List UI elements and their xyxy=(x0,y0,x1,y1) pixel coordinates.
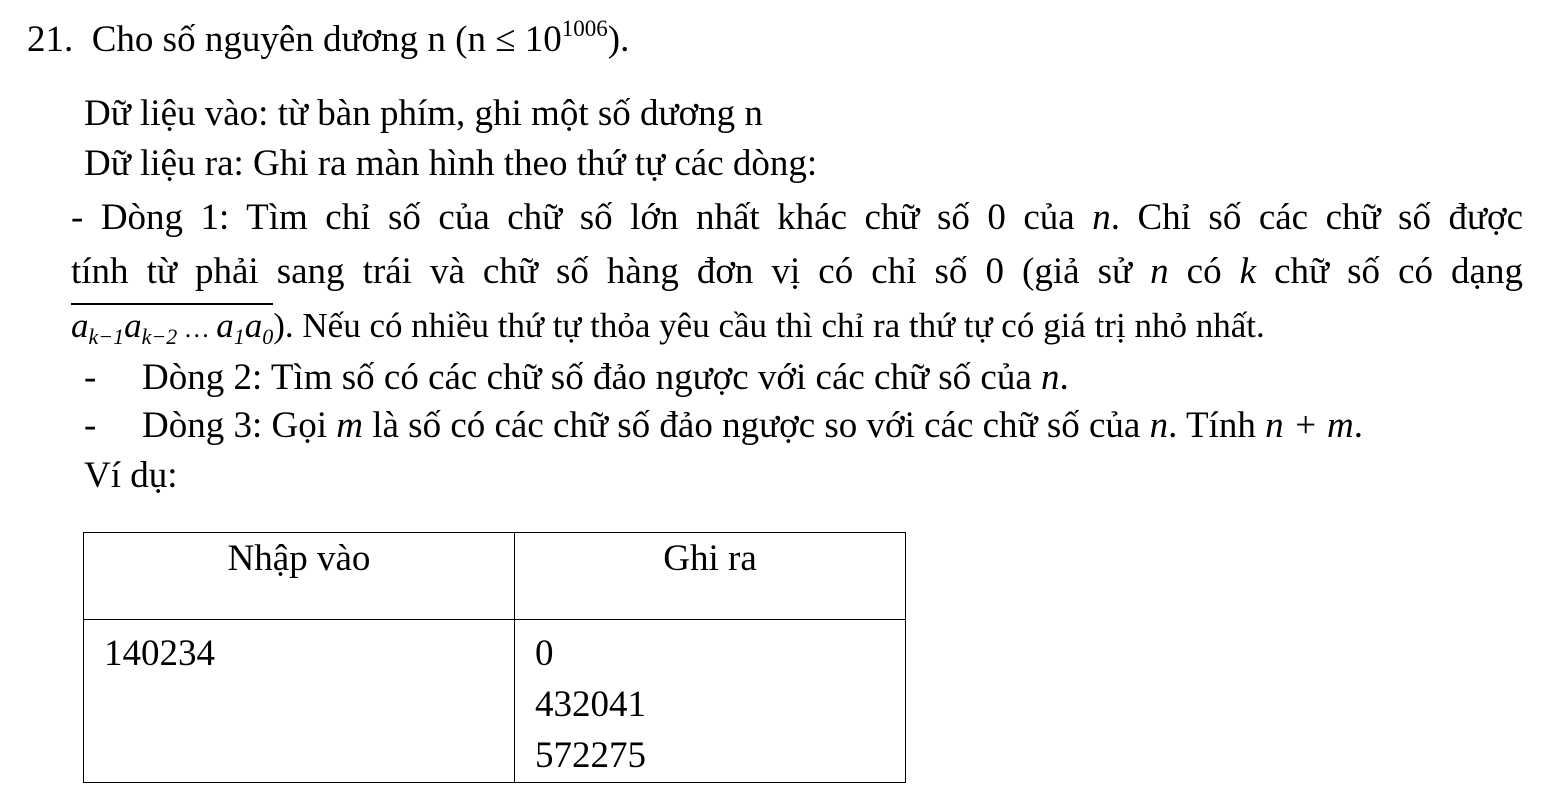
line2-text: - Dòng 2: Tìm số có các chữ số đảo ngược với các chữ số của n. xyxy=(84,357,1069,398)
output-cell xyxy=(515,620,906,783)
line3-text: - Dòng 3: Gọi m là số có các chữ số đảo ngược so với các chữ số của n. Tính n + m. xyxy=(84,405,1364,446)
example-table xyxy=(83,532,906,783)
output-description: Dữ liệu ra: Ghi ra màn hình theo thứ tự các dòng: xyxy=(84,143,818,184)
example-label: Ví dụ: xyxy=(84,455,178,496)
line1-text-a: - Dòng 1: Tìm chỉ số của chữ số lớn nhất khác chữ số 0 của n. Chỉ số các chữ số được xyxy=(71,197,1523,238)
output-line-2: 432041 xyxy=(535,684,646,725)
header-input: Nhập vào xyxy=(84,533,515,620)
input-cell: 140234 xyxy=(84,620,515,783)
output-line-3: 572275 xyxy=(535,735,646,776)
line1-text-b: tính từ phải sang trái và chữ số hàng đơn vị có chỉ số 0 (giả sử n có k chữ số có dạng xyxy=(71,251,1523,292)
input-description: Dữ liệu vào: từ bàn phím, ghi một số dương n xyxy=(84,93,763,134)
line1-text-c: $a_{k-1}a_{k-2}$ … $a_1a_0$). Nếu có nhiều thứ tự thỏa yêu cầu thì chỉ ra thứ tự có giá trị nhỏ nhất. xyxy=(71,304,1265,351)
problem-intro: Cho số nguyên dương n (n ≤ 10 xyxy=(91,19,562,60)
exponent: 1006 xyxy=(561,16,608,41)
problem-heading: 21. Cho số nguyên dương n $(n \le 10^{1006})$. xyxy=(27,16,630,60)
problem-number: 21. xyxy=(27,19,74,60)
digits-form: $a_{k-1}a_{k-2}$ … $a_1a_0$ xyxy=(71,303,273,345)
table-row xyxy=(84,620,906,783)
header-output: Ghi ra xyxy=(515,533,906,620)
output-line-1: 0 xyxy=(535,633,554,674)
table-header-row xyxy=(84,533,906,620)
